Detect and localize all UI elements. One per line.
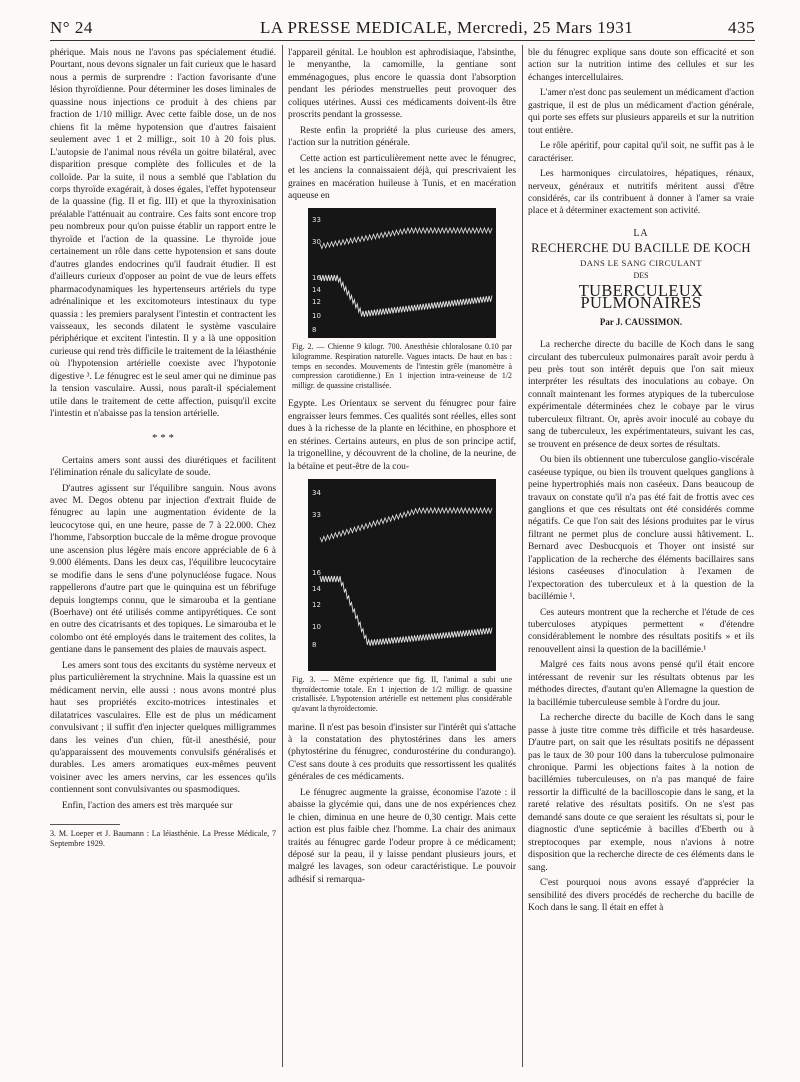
scale-label: 34	[312, 489, 321, 498]
scale-label: 30	[312, 238, 321, 247]
column-rule	[522, 45, 523, 1067]
paragraph: L'amer n'est donc pas seulement un médicament d'action gastrique, il est de plus un médicament d'action générale, qui porte ses effets sur plusieurs appareils et sur la nutrition tout entière.	[528, 88, 754, 136]
page-number: 435	[728, 18, 755, 37]
scale-label: 10	[312, 312, 321, 321]
issue-number: N° 24	[50, 18, 93, 37]
paragraph: Les amers sont tous des excitants du système nerveux et plus particulièrement la strychnine. Mais la quassine est un médicament nervin, elle aussi : nous avons montré plus haut ses propriétés excito-motrices intestinales et dilatatrices vasculaires. Elle est de plus un médicament convulsivant ; il suffit d'en injecter quelques milligrammes dans les veines d'un chien, fût-il anesthésié, pour qu'apparaissent des mouvements convulsifs généralisés et durables. Les amers aromatiques eux-mêmes peuvent voisiner avec les amers nervins, car les essences qu'ils contiennent sont convulsivantes ou spasmodiques.	[50, 660, 276, 796]
paragraph: Reste enfin la propriété la plus curieuse des amers, l'action sur la nutrition générale.	[288, 125, 516, 149]
paragraph: marine. Il n'est pas besoin d'insister sur l'intérêt qui s'attache à la constatation des phytostérines dans les amers (phytostérine du fénugrec, condurostérine du condurango). C'est sans doute à ces produits que ressortissent les qualités générales de ces médicaments.	[288, 722, 516, 783]
scale-label: 16	[312, 274, 321, 283]
article-heading	[528, 228, 754, 328]
paragraph: Le rôle apéritif, pour capital qu'il soit, ne suffit pas à le caractériser.	[528, 141, 754, 164]
scale-label: 33	[312, 216, 321, 225]
scale-label: 12	[312, 298, 321, 307]
paragraph: Egypte. Les Orientaux se servent du fénugrec pour faire engraisser leurs femmes. Ces qualités sont réelles, elles sont dues à la richesse de la plante en lécithine, en phosphore et en stérines. Certains auteurs, en plus de son principe actif, la trigonelline, y découvrent de la choline, de la neurine, de la bétaïne et peut-être de la cou-	[288, 399, 516, 472]
figure-caption: Fig. 3. — Même expérience que fig. II, l'animal a subi une thyroïdectomie totale. En 1 injection de 1/2 milligr. de quassine cristallisée. L'hypotension artérielle est nettement plus considérable qu'avant la thyroïdectomie.	[292, 675, 512, 713]
scale-label: 14	[312, 585, 321, 594]
figure-3	[288, 479, 516, 713]
kymograph-trace-fig2	[308, 208, 496, 338]
page-header	[50, 14, 755, 41]
figure-caption: Fig. 2. — Chienne 9 kilogr. 700. Anesthésie chloralosane 0.10 par kilogramme. Respiration naturelle. Vagues intacts. De haut en bas : temps en secondes. Mouvements de l'intestin grêle (manomètre à compression carotidienne.) En 1 injection intra-veineuse de 1/2 milligr. de quassine cristallisée.	[292, 342, 512, 390]
paragraph: phérique. Mais nous ne l'avons pas spécialement étudié. Pourtant, nous devons signaler un fait curieux que le hasard nous a permis de surprendre : l'action favorisante d'une lésion thyroïdienne. Pour déterminer les doses liminales de quassine nous injections ce produit à des chiens par fraction de 1/10 milligr. Avec cette faible dose, un de nos chiens fit la même hypotension que d'autres faisaient seulement avec 1 et 2 milligr., soit 10 à 20 fois plus. L'autopsie de l'animal nous révéla un goitre bilatéral, avec disparition presque complète des follicules et de la colloïde. Par la suite, il nous a semblé que l'ablation du corps thyroïde exagérait, à doses égales, l'effet hypotenseur de la quassine (fig. II et fig. III) et que la thyroxinisation préalable l'atténuait au contraire. Ces faits sont encore trop peu nombreux pour qu'on puisse établir un rapport entre le thyroïde et l'action de la quassine. Le thyroïde joue certainement un rôle dans cette hypotension et sans doute d'autres glandes endocrines qu'il faudrait étudier. Il est d'ailleurs curieux d'opposer au point de vue de leurs effets pharmacodynamiques les hypertenseurs artériels du type adrénalinique et les excitomoteurs intestinaux du type quassia : les premiers paralysent l'intestin et contractent les vaisseaux, les seconds dilatent le système vasculaire périphérique et excitent l'intestin. Il y a là une opposition curieuse qui rend très difficile le traitement de la léiasthénie où l'hypotension artérielle coexiste avec l'hypotonie digestive ³. Le fénugrec est le seul amer qui ne diminue pas la tension vasculaire. Aussi, nous paraît-il spécialement utile dans le traitement de cette affection, puisqu'il excite l'intestin et n'abaisse pas la tension artérielle.	[50, 48, 276, 420]
heading-line-4: TUBERCULEUX PULMONAIRES	[578, 280, 704, 313]
column-3	[528, 47, 754, 917]
scale-label: 14	[312, 286, 321, 295]
paragraph: Cette action est particulièrement nette avec le fénugrec, et les anciens la connaissaient déjà, qui prescrivaient les graines en macération huileuse à Tunis, et en macération aqueuse en	[288, 153, 516, 201]
paragraph: La recherche directe du bacille de Koch dans le sang passe à juste titre comme très difficile et très hasardeuse. D'autre part, on sait que les résultats positifs ne dépassent pas le taux de 30 pour 100 dans la tuberculose pulmonaire chronique. Parmi les objections faites à la notion de bacillémies tuberculeuses, on n'a pas manqué de faire ressortir la difficulté de la bacilloscopie dans le sang, et la rareté relative des résultats positifs. On ne s'est pas demandé sans doute ce que seraient les résultats si, pour le diagnostic d'une septicémie à bacilles d'Eberth ou à streptocoques par exemple, nous n'avions à notre disposition que la recherche directe de ces éléments dans le sang.	[528, 713, 754, 873]
kymograph-trace-fig3	[308, 479, 496, 671]
article-author: Par J. CAUSSIMON.	[599, 316, 683, 327]
paragraph: La recherche directe du bacille de Koch dans le sang circulant des tuberculeux pulmonaires paraît avoir perdu à peu près tout son intérêt depuis que l'on sait mieux interpréter les résultats des inoculations au cobaye. On connaît maintenant les formes atypiques de la tuberculose expérimentale déterminées chez le cobaye par le virus tuberculeux filtrant. Or, après avoir inoculé au cobaye du sang de tuberculeux, les expérimentateurs, suivant les cas, se trouvent en présence de deux sortes de résultats.	[528, 340, 754, 450]
paragraph: Certains amers sont aussi des diurétiques et facilitent l'élimination rénale du salicylate de soude.	[50, 455, 276, 479]
heading-line-3: DES	[633, 271, 649, 281]
paragraph: D'autres agissent sur l'équilibre sanguin. Nous avons avec M. Degos obtenu par injection d'extrait fluide de fénugrec au lapin une augmentation évidente de la leucocytose qui, en une heure, passe de 7 à 22.000. Chez l'homme, l'absorption buccale de la même drogue provoque une ascension plus légère mais encore appréciable de 6 à 9.000 éléments. Dans les deux cas, l'équilibre leucocytaire se modifie dans le sens d'une polynucléose fugace. Nous rappellerons d'autre part que le quinquina est un fébrifuge depuis longtemps connu, que le simarouba et la gentiane (Boerhave) ont été utilisés comme antipyrétiques. Ce sont en outre des cicatrisants et des topiques. Le simarouba et le colombo ont été employés dans le traitement des colites, la gentiane dans le pansement des plaies de mauvais aspect.	[50, 483, 276, 656]
paragraph: l'appareil génital. Le houblon est aphrodisiaque, l'absinthe, le menyanthe, la camomille, la gentiane sont emménagogues, plus encore le quassia dont l'absorption pendant les périodes menstruelles peut provoquer des coliques utérines. Aussi ces médicaments doivent-ils être proscrits pendant la grossesse.	[288, 48, 516, 121]
column-2	[288, 47, 516, 889]
paragraph: Le fénugrec augmente la graisse, économise l'azote : il abaisse la glycémie qui, dans une de nos expériences chez le chien, diminua en une heure de 0,30 centigr. Mais cette action est plus faible chez l'homme. La chair des animaux traités au fénugrec garde l'odeur propre à ce médicament; déposé sur la peau, il y laisse pendant plusieurs jours, et malgré les lavages, son odeur caractéristique. Le pouvoir adhésif si remarqua-	[288, 787, 516, 885]
scale-label: 8	[312, 641, 317, 650]
figure-2	[288, 208, 516, 390]
column-1	[50, 47, 276, 849]
section-separator: * * *	[152, 431, 174, 444]
journal-title: LA PRESSE MEDICALE, Mercredi, 25 Mars 1931	[260, 18, 634, 37]
paragraph: Enfin, l'action des amers est très marquée sur	[62, 800, 233, 811]
paragraph: Malgré ces faits nous avons pensé qu'il était encore intéressant de revenir sur les résultats obtenus par les méthodes directes, d'autant qu'en Allemagne la question de la bacillémie tuberculeuse semble à l'ordre du jour.	[528, 660, 754, 708]
scale-label: 8	[312, 326, 317, 335]
column-rule	[282, 45, 283, 1067]
heading-line-2: DANS LE SANG CIRCULANT	[580, 257, 702, 268]
scale-label: 33	[312, 511, 321, 520]
paragraph: Ou bien ils obtiennent une tuberculose ganglio-viscérale caséeuse typique, ou bien ils trouvent quelques ganglions à peine hypertrophiés mais non caséeux. Dans beaucoup de travaux on constate qu'il n'a pas été fait de frottis avec ces ganglions et que ces résultats ont été considérés comme négatifs. Ce que l'on sait des lésions produites par le virus filtrant ne permet plus de conclure aussi hâtivement. L. Bernard avec Desbucquois et Thoyer ont insisté sur l'application de la recherche des éléments bacillaires sans lésions caséeuses d'inoculation à l'examen de l'expectoration des tuberculeux et à la question de la bacillémie ¹.	[528, 455, 754, 603]
scale-label: 16	[312, 569, 321, 578]
footnote: 3. M. Loeper et J. Baumann : La léiasthénie. La Presse Médicale, 7 Septembre 1929.	[50, 829, 276, 849]
paragraph: ble du fénugrec explique sans doute son efficacité et son action sur la nutrition intime des cellules et sur les échanges intercellulaires.	[528, 48, 754, 83]
scale-label: 10	[312, 623, 321, 632]
heading-line-1: RECHERCHE DU BACILLE DE KOCH	[531, 241, 751, 256]
heading-article: LA	[633, 227, 649, 239]
paragraph: Les harmoniques circulatoires, hépatiques, rénaux, nerveux, généraux et nutritifs méritent aussi d'être considérés, car ils contribuent à donner à l'amer sa vraie place et à déterminer exactement son activité.	[528, 169, 754, 217]
paragraph: Ces auteurs montrent que la recherche et l'étude de ces tuberculoses atypiques permettent « d'étendre considérablement le nombre des résultats positifs » et ils renouvellent ainsi la question de la bacillémie.¹	[528, 607, 754, 655]
paragraph: C'est pourquoi nous avons essayé d'apprécier la sensibilité des divers procédés de recherche du bacille de Koch dans le sang. Il était en effet à	[528, 878, 754, 913]
scale-label: 12	[312, 601, 321, 610]
footnote-rule	[50, 824, 120, 825]
